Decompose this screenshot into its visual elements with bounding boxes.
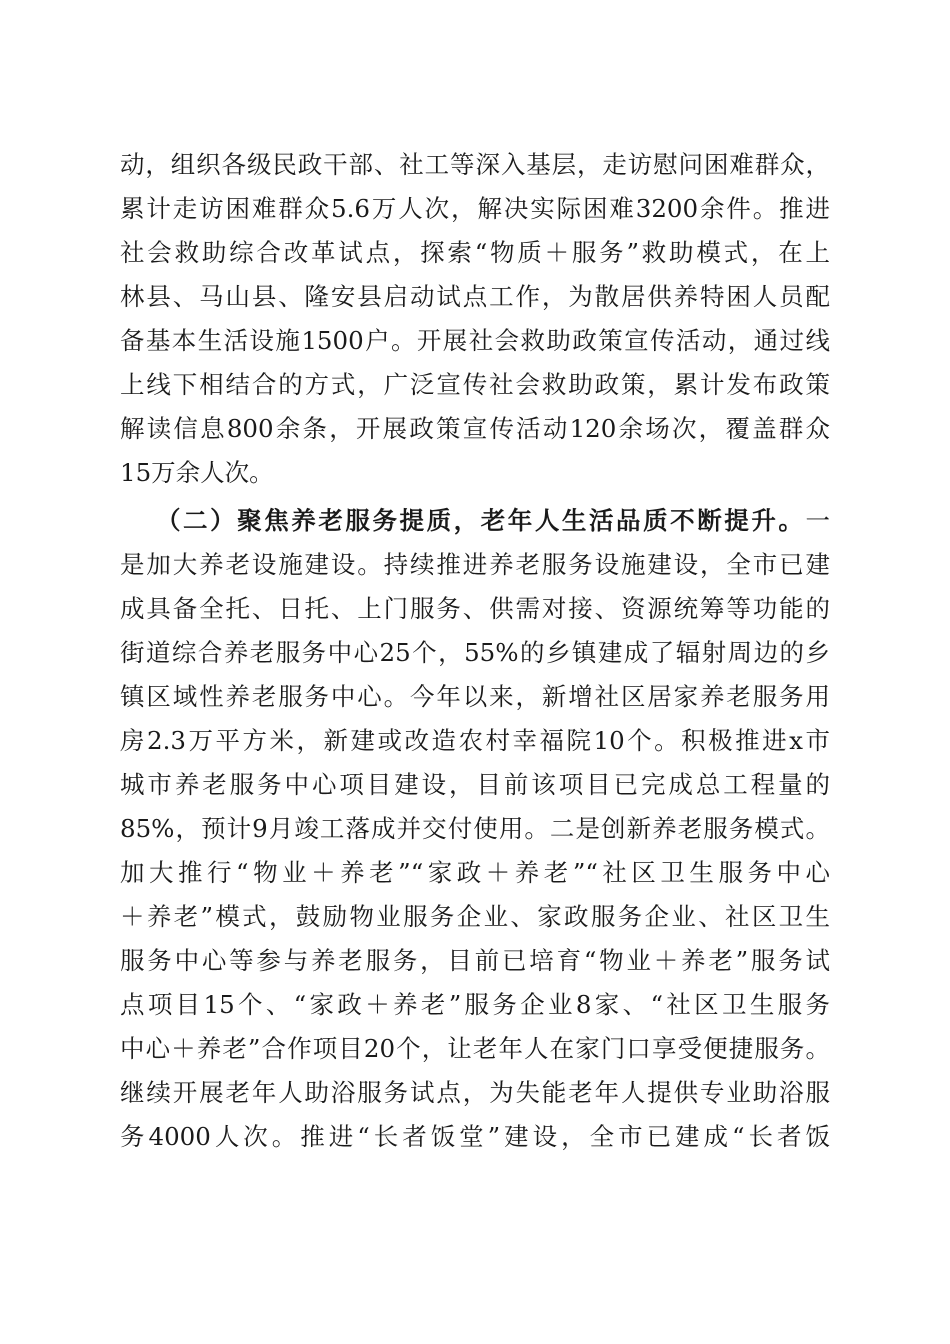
paragraph2-line-12: 中心＋养老”合作项目20个，让老年人在家门口享受便捷服务。 — [120, 1034, 830, 1063]
paragraph1-line-7: 解读信息800余条，开展政策宣传活动120余场次，覆盖群众 — [120, 414, 830, 443]
paragraph2-line-10: 服务中心等参与养老服务，目前已培育“物业＋养老”服务试 — [120, 946, 830, 975]
paragraph1-line-4: 林县、马山县、隆安县启动试点工作，为散居供养特困人员配 — [120, 282, 830, 311]
paragraph2-line-6: 城市养老服务中心项目建设，目前该项目已完成总工程量的 — [120, 770, 830, 799]
paragraph1-line-5: 备基本生活设施1500户。开展社会救助政策宣传活动，通过线 — [120, 326, 830, 355]
paragraph2-line-9: ＋养老”模式，鼓励物业服务企业、家政服务企业、社区卫生 — [120, 902, 830, 931]
heading-tail: 一 — [805, 506, 830, 535]
paragraph2-line-13: 继续开展老年人助浴服务试点，为失能老年人提供专业助浴服 — [120, 1078, 830, 1107]
paragraph1-line-6: 上线下相结合的方式，广泛宣传社会救助政策，累计发布政策 — [120, 370, 830, 399]
paragraph2-line-2: 成具备全托、日托、上门服务、供需对接、资源统筹等功能的 — [120, 594, 830, 623]
paragraph2-line-3: 街道综合养老服务中心25个，55%的乡镇建成了辐射周边的乡 — [120, 638, 830, 667]
paragraph1-line-8: 15万余人次。 — [120, 458, 274, 487]
section-heading: （二）聚焦养老服务提质，老年人生活品质不断提升。 — [156, 506, 806, 535]
paragraph2-line-8: 加大推行“物业＋养老”“家政＋养老”“社区卫生服务中心 — [120, 858, 830, 887]
paragraph2-line-11: 点项目15个、“家政＋养老”服务企业8家、“社区卫生服务 — [120, 990, 830, 1019]
paragraph2-heading-line — [156, 499, 830, 543]
paragraph2-line-5: 房2.3万平方米，新建或改造农村幸福院10个。积极推进x市 — [120, 726, 830, 755]
paragraph1-line-3: 社会救助综合改革试点，探索“物质＋服务”救助模式，在上 — [120, 238, 830, 267]
paragraph1-line-2: 累计走访困难群众5.6万人次，解决实际困难3200余件。推进 — [120, 194, 830, 223]
paragraph2-line-7: 85%，预计9月竣工落成并交付使用。二是创新养老服务模式。 — [120, 814, 830, 843]
paragraph2-line-1: 是加大养老设施建设。持续推进养老服务设施建设，全市已建 — [120, 550, 830, 579]
paragraph2-line-14: 务4000人次。推进“长者饭堂”建设，全市已建成“长者饭 — [120, 1122, 830, 1151]
paragraph1-line-1: 动，组织各级民政干部、社工等深入基层，走访慰问困难群众， — [120, 150, 830, 179]
paragraph2-line-4: 镇区域性养老服务中心。今年以来，新增社区居家养老服务用 — [120, 682, 830, 711]
